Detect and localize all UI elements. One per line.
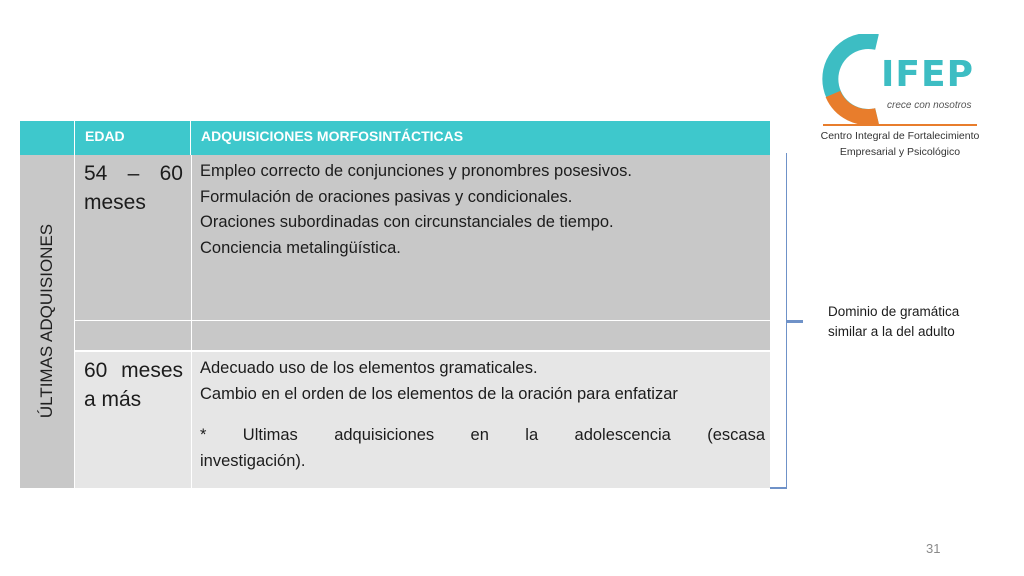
bracket-note — [828, 302, 998, 342]
table-row — [75, 155, 770, 321]
age-cell — [75, 352, 191, 414]
table-row — [75, 352, 770, 488]
column-divider — [191, 321, 192, 350]
page-number: 31 — [926, 541, 941, 556]
table-header — [20, 121, 770, 155]
column-divider — [191, 352, 192, 488]
table-row-empty — [75, 321, 770, 351]
acquisition-note: * Ultimas adquisiciones en la adolescencia (escasa — [200, 426, 765, 445]
acquisitions-cell — [200, 155, 765, 261]
side-label: ÚLTIMAS ADQUISIONES — [37, 223, 56, 419]
header-blank — [20, 121, 75, 155]
logo-line-2: Empresarial y Psicológico — [839, 146, 961, 158]
acquisition-item: Adecuado uso de los elementos gramaticales. — [200, 359, 538, 377]
acquisitions-cell — [200, 352, 765, 474]
bracket-tick — [787, 320, 803, 323]
acquisitions-table — [20, 121, 770, 488]
age-line: a más — [84, 388, 142, 411]
acquisition-item: Formulación de oraciones pasivas y condicionales. — [200, 187, 573, 206]
logo-tagline: crece con nosotros — [887, 100, 972, 111]
column-divider — [191, 155, 192, 320]
header-acquisitions: ADQUISICIONES MORFOSINTÁCTICAS — [201, 128, 464, 144]
logo-line-1: Centro Integral de Fortalecimiento — [820, 130, 980, 142]
age-line: 60 meses — [84, 359, 183, 382]
header-age: EDAD — [75, 121, 191, 155]
bracket — [770, 153, 788, 489]
acquisition-item: Cambio en el orden de los elementos de la oración para enfatizar — [200, 384, 678, 403]
age-line: meses — [84, 191, 146, 214]
logo-brand: IFEP — [881, 54, 974, 95]
acquisition-item: Empleo correcto de conjunciones y pronombres posesivos. — [200, 162, 632, 180]
bracket-note-line: similar a la del adulto — [828, 324, 955, 339]
acquisition-item: Conciencia metalingüística. — [200, 238, 401, 257]
logo-rule — [823, 124, 977, 126]
bracket-line — [770, 153, 787, 489]
bracket-note-line: Dominio de gramática — [828, 304, 960, 319]
bracket-bottom — [770, 487, 787, 489]
logo-c-mark-icon — [819, 34, 889, 124]
side-column — [20, 155, 75, 488]
age-cell — [75, 155, 191, 217]
age-line: 54 – 60 — [84, 162, 183, 185]
acquisition-note: investigación). — [200, 451, 306, 470]
company-logo — [815, 34, 985, 161]
acquisition-item: Oraciones subordinadas con circunstanciales de tiempo. — [200, 213, 614, 232]
